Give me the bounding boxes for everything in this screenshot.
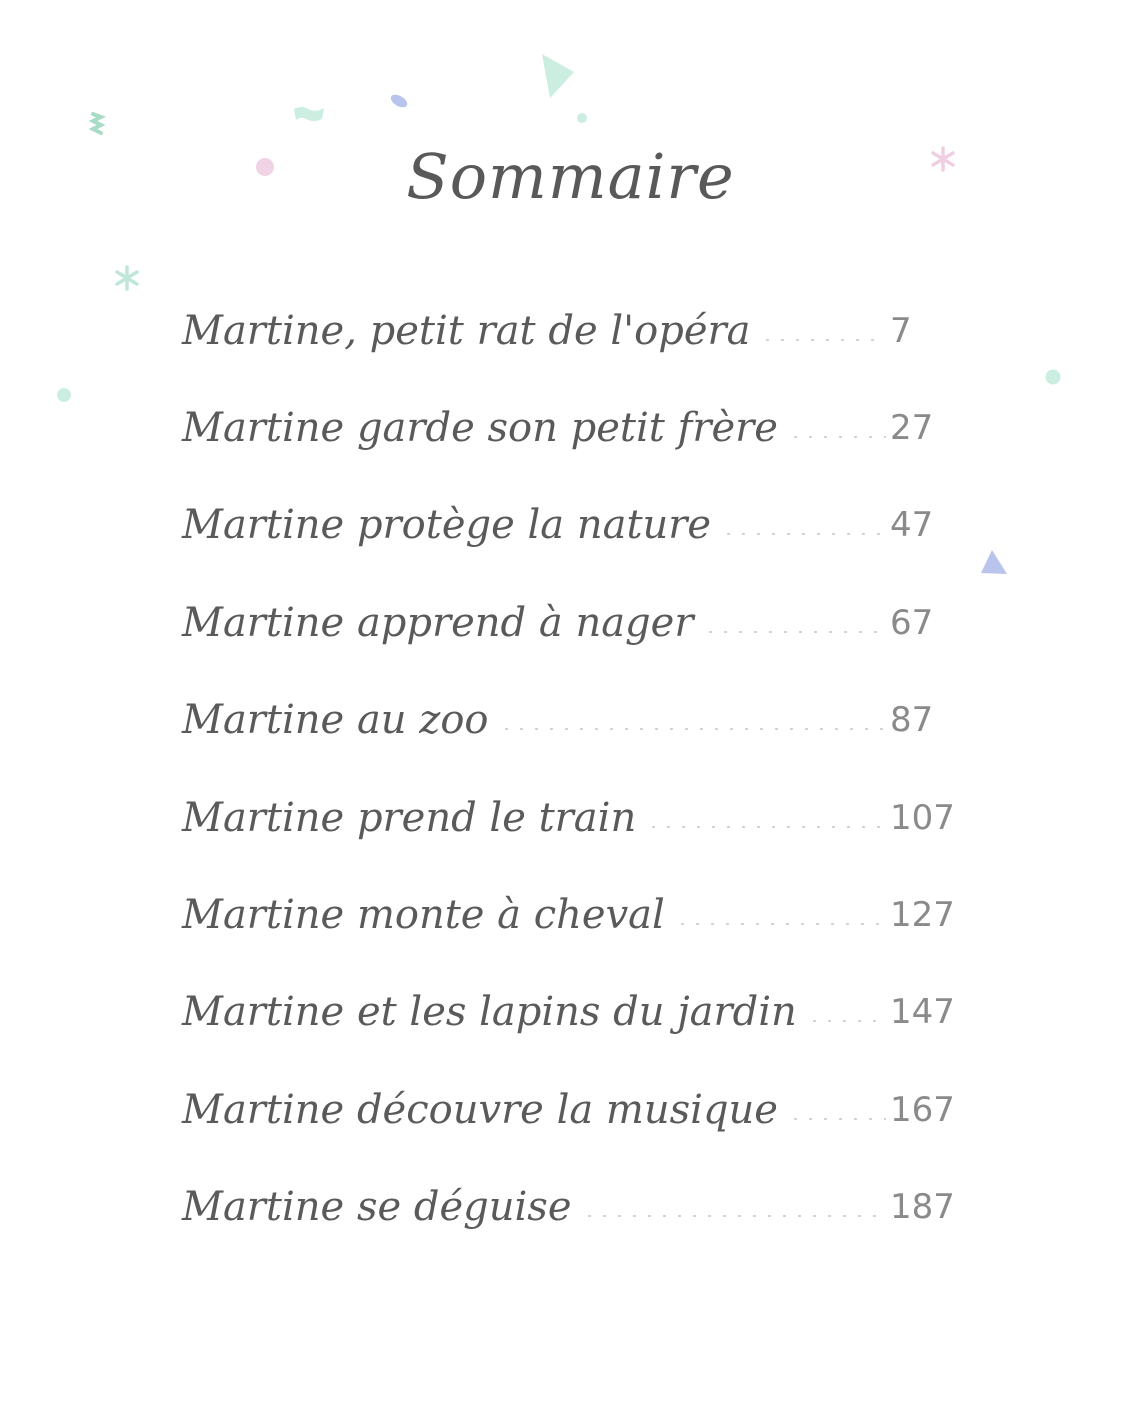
confetti-dot-icon [1044,368,1062,386]
toc-entry-title: Martine prend le train [182,794,637,841]
toc-entry-title: Martine au zoo [182,697,489,744]
toc-entry[interactable] [182,574,952,671]
toc-entry-title: Martine protège la nature [182,502,712,549]
toc-page-number: 27 [890,408,934,449]
toc-entry[interactable] [182,769,955,866]
toc-entry[interactable] [182,477,952,574]
toc-entry-title: Martine découvre la musique [182,1086,778,1133]
dot-leader [807,1020,886,1022]
toc-entry-title: Martine, petit rat de l'opéra [182,307,751,354]
dot-leader [703,631,886,633]
toc-entry-title: Martine garde son petit frère [182,405,778,452]
confetti-triangle-icon [978,548,1010,578]
dot-leader [582,1215,887,1217]
toc-entry[interactable] [182,1061,955,1158]
toc-entry-title: Martine et les lapins du jardin [182,989,797,1036]
toc-page-number: 107 [890,797,955,838]
toc-entry[interactable] [182,379,952,476]
toc-page-number: 167 [890,1089,955,1130]
toc-entry-title: Martine se déguise [182,1184,572,1231]
confetti-bean-icon [388,92,410,110]
toc-page-number: 47 [890,505,934,546]
toc-entry[interactable] [182,866,955,963]
toc-entry[interactable] [182,672,952,769]
toc-page-number: 147 [890,992,955,1033]
toc-entry-title: Martine apprend à nager [182,599,694,646]
dot-leader [721,533,886,535]
confetti-dot-icon [55,386,73,404]
confetti-triangle-icon [536,50,578,102]
dot-leader [499,728,886,730]
confetti-star-icon [112,263,142,293]
toc-page-number: 187 [890,1187,955,1228]
toc-page-number: 67 [890,602,934,643]
toc-page-number: 127 [890,895,955,936]
toc-page-number: 7 [890,310,912,351]
toc-entry[interactable] [182,1159,955,1256]
dot-leader [788,1118,886,1120]
page-title: Sommaire [406,140,735,213]
confetti-squiggle-icon [88,112,106,138]
dot-leader [646,826,886,828]
toc-entry[interactable] [182,282,952,379]
confetti-dot-icon [575,111,589,125]
dot-leader [760,339,886,341]
confetti-ribbon-icon [292,103,326,125]
toc-page-number: 87 [890,700,934,741]
toc-entry-title: Martine monte à cheval [182,892,665,939]
toc-entry[interactable] [182,964,955,1061]
dot-leader [675,923,886,925]
dot-leader [788,436,886,438]
table-of-contents [182,282,955,1256]
